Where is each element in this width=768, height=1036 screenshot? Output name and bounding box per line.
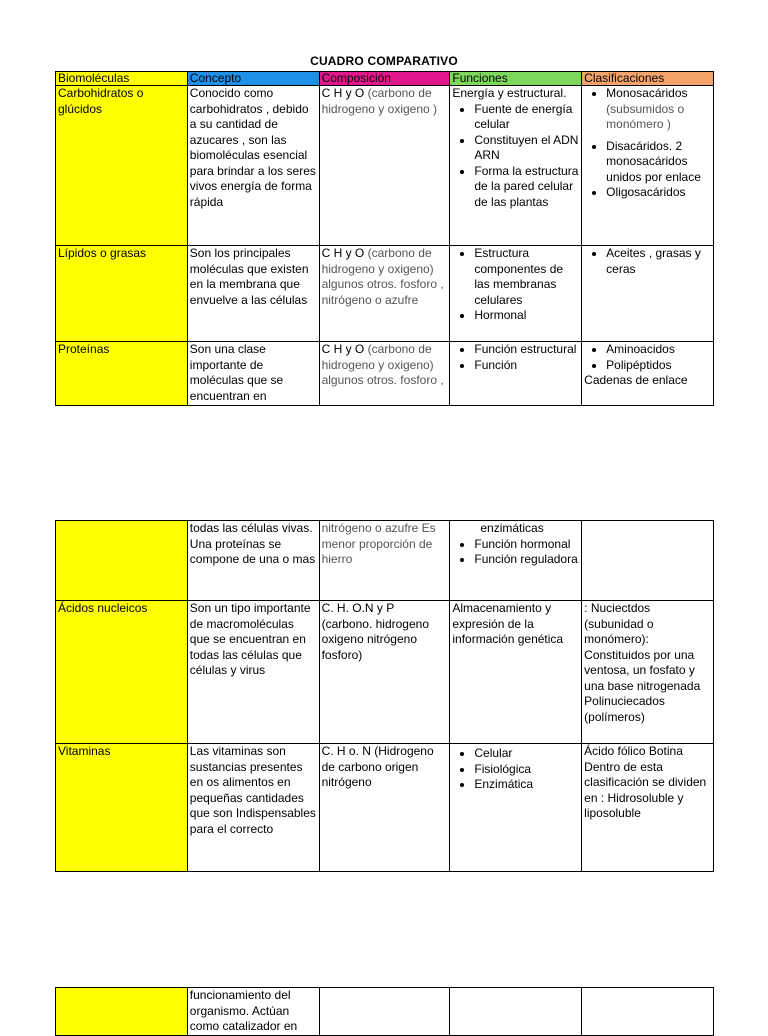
- biomolecule-name: Lípidos o grasas: [56, 246, 188, 342]
- list-item: • Función reguladora: [474, 552, 579, 568]
- list-item: • Forma la estructura de la pared celular de las plantas: [474, 164, 579, 211]
- concept-cell: Son una clase importante de moléculas que se encuentran en: [187, 342, 319, 406]
- functions-intro: Energía y estructural.: [452, 86, 567, 100]
- classifications-cell: [582, 246, 714, 342]
- class-extra: Cadenas de enlace: [584, 373, 688, 387]
- composition-elements: C H y O: [321, 342, 365, 356]
- composition-cell: [319, 246, 450, 342]
- classifications-cell: : Nuciectdos (subunidad o monómero): Constituidos por una ventosa, un fosfato y una base nitrogenada Polinuciecados (polímeros): [582, 601, 714, 744]
- concept-cell: Las vitaminas son sustancias presentes en os alimentos en pequeñas cantidades que son Indispensables para el correcto: [187, 744, 319, 872]
- comparison-table-page-2: [55, 520, 714, 872]
- functions-cell: [450, 342, 582, 406]
- header-clasificaciones: Clasificaciones: [582, 72, 714, 86]
- composition-detail: (carbono de hidrogeno y oxigeno ): [321, 86, 438, 116]
- class-sub: (subsumidos o monómero ): [606, 101, 685, 131]
- functions-cell: [450, 86, 582, 246]
- concept-cell: Conocido como carbohidratos , debido a su cantidad de azucares , son las biomoléculas esencial para brindar a los seres vivos energía de forma rápida: [187, 86, 319, 246]
- list-item: • Estructura componentes de las membranas celulares: [474, 246, 579, 308]
- table-row-vitaminas-cont: [56, 988, 714, 1036]
- concept-cell: todas las células vivas. Una proteínas se compone de una o mas: [187, 521, 319, 601]
- functions-list: [452, 342, 579, 373]
- biomolecule-name: Vitaminas: [56, 744, 188, 872]
- list-item: • Constituyen el ADN ARN: [474, 133, 579, 164]
- concept-cell: Son un tipo importante de macromoléculas que se encuentran en todas las células que células y virus: [187, 601, 319, 744]
- classifications-list: [584, 86, 711, 201]
- header-funciones: Funciones: [450, 72, 582, 86]
- composition-cell: C. H. O.N y P (carbono. hidrogeno oxigeno nitrógeno fosforo): [319, 601, 450, 744]
- composition-elements: C H y O: [321, 86, 365, 100]
- table-row-carbohidratos: [56, 86, 714, 246]
- concept-cell: Son los principales moléculas que existen en la membrana que envuelve a las células: [187, 246, 319, 342]
- list-item: • Fuente de energía celular: [474, 102, 579, 133]
- comparison-table-page-1: [55, 71, 714, 406]
- list-item: • Celular: [474, 746, 579, 762]
- class-label: Monosacáridos: [606, 86, 688, 100]
- list-item: • Función estructural: [474, 342, 579, 358]
- composition-cell: C. H o. N (Hidrogeno de carbono origen nitrógeno: [319, 744, 450, 872]
- list-item: [606, 86, 711, 133]
- classifications-cell: Ácido fólico Botina Dentro de esta clasificación se dividen en : Hidrosoluble y liposoluble: [582, 744, 714, 872]
- classifications-list: [584, 246, 711, 277]
- list-item: • Hormonal: [474, 308, 579, 324]
- list-item: • Fisiológica: [474, 762, 579, 778]
- header-row: [56, 72, 714, 86]
- concept-cell: funcionamiento del organismo. Actúan como catalizador en: [187, 988, 319, 1036]
- composition-cell-empty: [319, 988, 450, 1036]
- functions-cont: enzimáticas: [480, 521, 544, 535]
- functions-list: [452, 102, 579, 211]
- biomolecule-name-empty: [56, 521, 188, 601]
- biomolecule-name: Carbohidratos o glúcidos: [56, 86, 188, 246]
- functions-cell: [450, 246, 582, 342]
- list-item: • Polipéptidos: [606, 358, 711, 374]
- header-composicion: Composición: [319, 72, 450, 86]
- header-biomoleculas: Biomoléculas: [56, 72, 188, 86]
- list-item: • Aminoacidos: [606, 342, 711, 358]
- functions-list: [452, 746, 579, 793]
- functions-list: [452, 537, 579, 568]
- table-row-proteinas: [56, 342, 714, 406]
- functions-cell: [450, 744, 582, 872]
- classifications-cell-empty: [582, 521, 714, 601]
- functions-cell: Almacenamiento y expresión de la información genética: [450, 601, 582, 744]
- classifications-list: [584, 342, 711, 373]
- list-item: • Enzimática: [474, 777, 579, 793]
- functions-cell: [450, 521, 582, 601]
- list-item: • Función hormonal: [474, 537, 579, 553]
- table-row-lipidos: [56, 246, 714, 342]
- biomolecule-name: Ácidos nucleicos: [56, 601, 188, 744]
- composition-cell: [319, 342, 450, 406]
- classifications-cell: [582, 86, 714, 246]
- functions-cell-empty: [450, 988, 582, 1036]
- comparison-table-page-3: [55, 987, 714, 1036]
- table-row-vitaminas: [56, 744, 714, 872]
- functions-list: [452, 246, 579, 324]
- table-row-acidos: [56, 601, 714, 744]
- biomolecule-name-empty: [56, 988, 188, 1036]
- list-item: • Función: [474, 358, 579, 374]
- classifications-cell-empty: [582, 988, 714, 1036]
- document-title: CUADRO COMPARATIVO: [310, 54, 458, 68]
- list-item: • Oligosacáridos: [606, 185, 711, 201]
- composition-detail: (carbono de hidrogeno y oxigeno) algunos otros. fosforo , nitrógeno o azufre: [321, 246, 444, 307]
- header-concepto: Concepto: [187, 72, 319, 86]
- composition-detail: (carbono de hidrogeno y oxigeno) algunos otros. fosforo ,: [321, 342, 444, 387]
- composition-cell: [319, 86, 450, 246]
- classifications-cell: [582, 342, 714, 406]
- composition-cell: nitrógeno o azufre Es menor proporción de hierro: [319, 521, 450, 601]
- list-item: • Aceites , grasas y ceras: [606, 246, 711, 277]
- table-row-proteinas-cont: [56, 521, 714, 601]
- biomolecule-name: Proteínas: [56, 342, 188, 406]
- composition-elements: C H y O: [321, 246, 365, 260]
- list-item: • Disacáridos. 2 monosacáridos unidos por enlace: [606, 139, 711, 186]
